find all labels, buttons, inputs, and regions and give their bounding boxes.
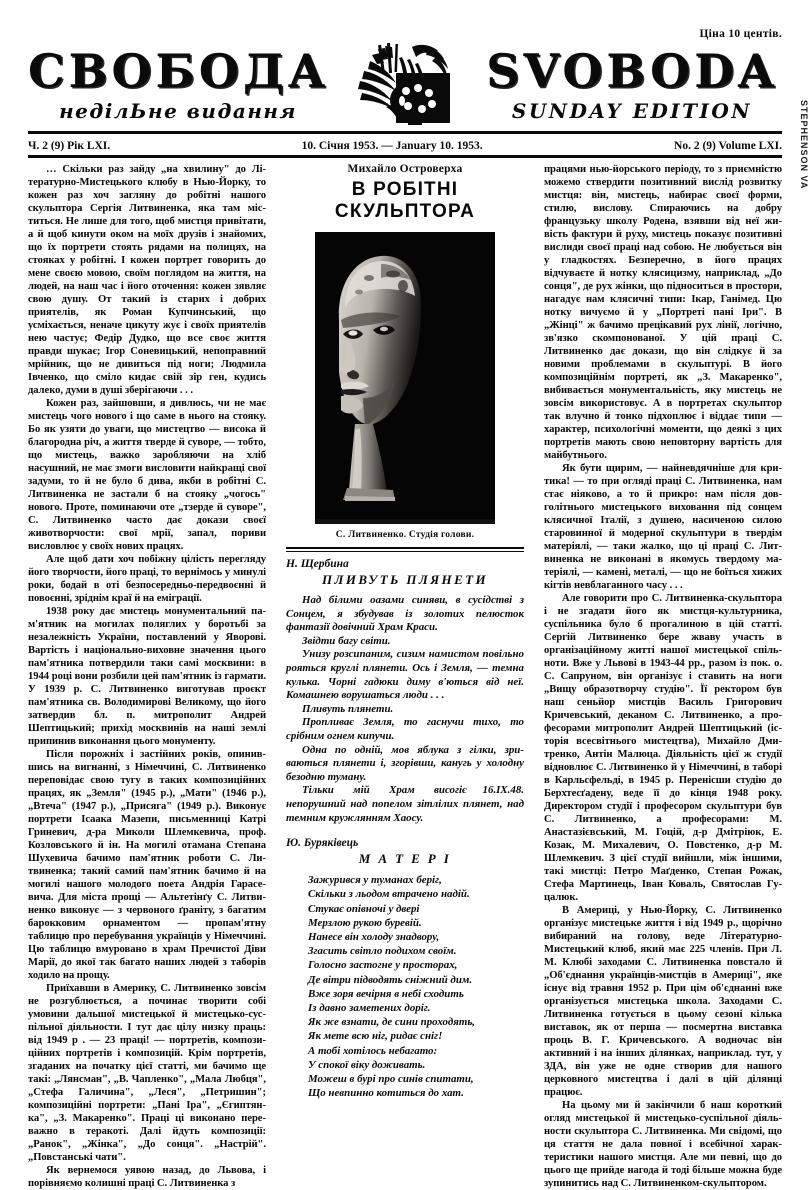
article-columns xyxy=(28,163,782,1189)
section-divider xyxy=(286,547,524,552)
paragraph: Але щоб дати хоч побіжну цілість перегляду його творчости, його праці, то вернімось у минулі роки, бодай в оті безпосередньо-передвоєнні й повоєнні, зріднім краї й на еміграції. xyxy=(28,554,266,604)
article-byline: Михайло Островерха xyxy=(347,163,463,175)
poem-line: Нанесе він холоду знадвору, xyxy=(308,930,440,943)
poem-line: Стукає опівночі у двері xyxy=(308,902,420,915)
masthead-rule-bottom xyxy=(28,155,782,158)
masthead-subtitle-cyrillic: неділЬне видання xyxy=(59,98,297,123)
poem-stanza: Звідти багу світи. xyxy=(302,634,391,647)
poem-line: Можеш в бурі про синів спитати, xyxy=(308,1072,474,1085)
photo-plinth xyxy=(315,519,495,524)
article-body-left xyxy=(28,163,266,1190)
paragraph: Кожен раз, зайшовши, я дивлюсь, чи не має мистець чого нового і що саме в нього на стояку. Бо як узяти до уваги, що мистецтво — висока й благородна річ, а життя тверде й суворе, — тобто, що мистець, важко заробляючи на хліб насушний, не має змоги висловити найкращі свої задуми, то й не було б дива, якби в робітні С. Литвиненка не застали б на стояку „чогось" нового. Проте, поминаючи оте „тзерде й суворе", С. Литвиненко часто дає докази своєї животворчости: свої мрії, запал, пориви висловлює у своїх нових працях. xyxy=(28,398,266,552)
column-gutter-right xyxy=(524,163,544,1093)
poem-stanza: Одна по одній, мов яблука з гілки, зриваються плянети і, згорівши, канугь у холодну безодню туману. xyxy=(286,743,524,783)
poem-line: Вже зоря вечірня в небі сходить xyxy=(308,987,464,1000)
poem-stanza: Унизу розсипаним, сизим намистом повільно рояться круглі плянети. Ось і Земля, — темна кулька. Чорні гадюки диму в'ються від неї. Комашнею ворушаться люди . . . xyxy=(286,648,524,702)
sculpted-head-image xyxy=(329,248,427,506)
paragraph: 1938 року дає мистець монументальний пам'ятник на могилах поляглих у боротьбі за незалежність України, поставлений у Яворові. Вартість і національно-виховне значення цього пам'ятника потвердили таки самі москвини: в 1944 році вони розбили цей пам'ятник із гармати. У 1939 р. С. Литвиненко виготував проєкт пам'ятника св. Володимирові Великому, що його затвердив бл. п. митрополит Андрей Шептицький; прихід москвинів на наші землі припинив виконання цього монументу. xyxy=(28,606,266,747)
poem-line: Зажурився у туманах беріг, xyxy=(308,874,442,887)
sculpture-photo xyxy=(315,232,495,524)
poem-stanza: Пропливає Земля, то гаснучи тихо, то срібним огнем кипучи. xyxy=(286,716,524,742)
poem-line: Мерзлою рукою буревій. xyxy=(308,916,422,929)
poem-line: Із давно заметених доріг. xyxy=(308,1001,431,1014)
poem-one-author: Н. Щербина xyxy=(286,558,349,570)
poem-stanza: Над білими оазами синяви, в сусідстві з Сонцем, я збудував із золотих пелюсток фантазії довічний Храм Краси. xyxy=(286,594,524,634)
paragraph: Після порожніх і застійних років, опинившись на вигнанні, з Німеччині, С. Литвиненко переповідає свою тугу в таких композиційних працях, як „Земля" (1945 р.), „Мати" (1946 р.), „Втеча" (1947 р.), „Присяга" (1949 р.). Виконує портрети Ісаака Мазепи, письменниці Катрі Гриневич, д-ра Миколи Шлемкевича, проф. Козловського й ін. На могилі отамана Степана Шухевича бачимо пам'ятник роботи С. Литвиненка; такий самий пам'ятник бачимо й на могилі нашого молодого поета Андрія Гарасевича. Для міста прощі — Альтетінґу С. Литвиненко виконує — з червоного ґраніту, з багатим барокковим орнаментом — пропам'ятну таблицю про перебування українців у Німеччині. Цю таблицю вмуровано в храм Пречистої Діви Марії, до якої так багато наших людей з таборів ходило на прощу. xyxy=(28,749,266,981)
dateline-issue-cyrillic: Ч. 2 (9) Рік LXI. xyxy=(28,140,111,152)
paragraph: Але говорити про С. Литвиненка-скульптора і не згадати його як мистця-культурника, суспільника було б прогалиною в цій статті. Сергій Литвиненко бере жваву участь в організаційному житті нашої мистецької спільноти. Вже у Львові в 1943-44 рр., разом із пок. о. С. Сапруном, він організує і ставить на ноги „Вищу образотворчу студію". Її ректором був наш сеньйор мистців Василь Григорович Кричевський, деканом С. Литвиненко, а професорами митрополит Андрей Шептицький (історія всесвітнього мистецтва), Михайло Дмитренко, Антін Малюца. Діяльність цієї ж студії відновлює С. Литвиненко й у Німеччині, в таборі в Карльсфельді, в 1945 р. Перенісши студію до Берхтесґадену, веде її до кінця 1948 року. Директором студії і професором скульптури був С. Литвиненко, а професорами: М. Анастазієвський, М. Гоцій, д-р Дмітріюк, Е. Козак, М. Михалевич, О. Повстенко, д-р М. Шлемкевич. З цієї студії вийшли, між іншими, такі мистці: Петро Маґденко, Степан Рожак, Стефа Мартинець, Іван Коваль, Святослав Гуцалюк. xyxy=(544,593,782,903)
poem-line: Що невпинно котиться до хат. xyxy=(308,1087,464,1100)
poem-stanza: Пливуть плянети. xyxy=(302,702,394,715)
photo-caption: С. Литвиненко. Студія голови. xyxy=(335,529,475,540)
poem-two-body xyxy=(286,873,524,1100)
page-title: В РОБІТНІ СКУЛЬПТОРА xyxy=(334,179,476,222)
paragraph: В Америці, у Нью-Йорку, С. Литвиненко організує мистецьке життя і від 1949 р., щорічно вибираний на голову, веде Літературно-Мистецький клюб, який має 225 членів. При Л. М. Клюбі заходами С. Литвиненка повстало й „Об'єднання українців-мистців в Америці", яке існує від травня 1952 р. При цім об'єднанні вже організується мистецька школа. Заходами С. Литвиненка готується в цьому сезоні кілька виставок, як от перша — посмертна виставка проць В. Г. Кричевського. А водночас він активний і на інших ділянках, наприклад. тут, у ЗДА, він уже не одне створив для нашого церковного мистецтва і далі в цій ділянці працює. xyxy=(544,905,782,1098)
poem-line: Голосно застогне у просторах, xyxy=(308,959,458,972)
poem-spacer xyxy=(286,825,524,837)
masthead-rule-top xyxy=(28,131,782,134)
poem-one-body xyxy=(286,594,524,825)
masthead-cyrillic xyxy=(28,44,330,123)
poem-stanza-last xyxy=(286,784,524,825)
paragraph: Як бути щирим, — найневдячніше для критика! — то при огляді праці С. Литвиненка, нам стає ніяково, а то й прикро: нам після довголітнього мистецького виховання під сонцем клясичної Італії, з душею, насиченою силою старовинної й модерної скульптури в твердім матеріялі, — таки жалко, що ці праці С. Литвиненка не виконані в якомусь твердому матеріялі, — камені, металі, — що не боїться хижих кігтів невблаганного часу . . . xyxy=(544,463,782,591)
masthead xyxy=(28,46,782,126)
column-center xyxy=(286,163,524,1100)
photo-figure xyxy=(315,232,495,540)
paragraph: Як вернемося уявою назад, до Львова, і порівняємо колишні праці С. Литвиненка з xyxy=(28,1165,266,1189)
column-gutter-left xyxy=(266,163,286,1093)
poem-two-author: Ю. Буряківець xyxy=(286,837,359,850)
dateline-date: 10. Січня 1953. — January 10. 1953. xyxy=(301,140,483,152)
palette-brushes-wheat-emblem xyxy=(350,43,460,129)
poem-two-title: М А Т Е Р І xyxy=(358,851,452,867)
dateline-issue-latin: No. 2 (9) Volume LXI. xyxy=(674,140,782,152)
archive-stamp: STEPHENSON VA xyxy=(799,100,809,190)
paragraph: На цьому ми й закінчили б наш короткий огляд мистецької й мистецько-суспільної діяльности скульптора С. Литвиненка. Ми свідомі, що ця стаття не дала повної і всебічної характеристики нашого мистця. Але ми певні, що до цього ще прийде нагода й тоді більше можна буде зупинитись над С. Литвиненком-скульптором. xyxy=(544,1100,782,1189)
poem-line: А тобі хотілось небагато: xyxy=(308,1044,438,1057)
poem-line: У спокої віку доживать. xyxy=(308,1058,426,1071)
poem-line: Як же взнати, де сини проходять, xyxy=(308,1016,476,1029)
masthead-latin xyxy=(482,44,782,123)
poem-line: Скільки з льодом втрачено надій. xyxy=(308,888,470,901)
poem-line: Де вітри підводять сніжний дим. xyxy=(308,973,473,986)
paragraph: працями нью-йорського періоду, то з приємністю можемо ствердити позитивний вислід розвитку мистця: він, мистець, набирає своєї форми, стилю, вислову. Спираючись на добру французьку школу Родена, взявши від неї живість фактури й руху, мистець показує позитивні вислиди своєї праці над собою. Не любується він у гладкостях. Безперечно, в його працях відчуваєте й нотку клясицизму, наприклад, „До сонця", де рух жінки, що підноситься в простори, нагадує нам клясичні типи: Ікар, Ганімед. Цю нотку вичуємо й у „Портреті пані Іри". В „Жінці" ж бачимо прецікавий рух лінії, логічно, зв'язко скомпонованої. У цій праці С. Литвиненко дає докази, що він слідкує й за новими проблемами в скульптурі. В його композиційнім портреті, як „З. Макаренко", вибивається монументальність, яку мистець не зовсім використовує. А в портретах скульптор так влучно й тонко підхоплює і віддає типи — характер, психологічні моменти, що деякі з цих портретів мають свою неповторну вартість для майбутнього. xyxy=(544,164,782,461)
poem-one-title: ПЛИВУТЬ ПЛЯНЕТИ xyxy=(321,572,488,587)
dateline xyxy=(28,138,782,154)
masthead-title-latin: SVOBODA xyxy=(486,44,778,99)
poem-stanza-text: Тільки мій Храм висогіє непорушний над попелом зітлілих плянет, над темним кружлянням Хаосу. xyxy=(286,784,524,824)
paragraph: Приїхавши в Америку, С. Литвиненко зовсім не розгублюється, а починає творити собі умовини дальшої мистецької й мистецько-суспільної діяльности. І тут дає цілу низку праць: від 1949 р . — 23 праці! — портретів, композиційних портретів і композицій. Крім портретів, згаданих на початку цієї статті, ми бачимо ще такі: „Лянсман", „В. Чапленко", „Мала Любця", „Стефа Галичина", „Леся", „Петришин"; композиційні портрети: „Пані Іра", „Єгиптянка", „З. Макаренко". Праці ці виконано переважно в теракоті. Далі йдуть композиції: „Ранок", „Жінка", „До сонця". „Настрій". „Повстанські чати". xyxy=(28,983,266,1163)
poem-line: Згасить світло подихом своїм. xyxy=(308,945,457,958)
column-right xyxy=(544,163,782,1189)
masthead-subtitle-latin: SUNDAY EDITION xyxy=(511,98,753,123)
article-body-right xyxy=(544,163,782,1190)
poem-line: Як мете всю ніг, ридає сніг! xyxy=(308,1030,443,1043)
column-left xyxy=(28,163,266,1189)
paragraph: … Скільки раз зайду „на хвилину" до Літературно-Мистецького клюбу в Нью-Йорку, то кожен раз хоч загляну до робітні нашого скульптора Сергія Литвиненка, яка там міститься. Не лише для того, щоб мистця привітати, а й щоб кинути оком на моїх друзів і знайомих, що їх портрети стоять рядами на полицях, на стояках у робітні. І кожен портрет говорить до мене своєю мовою, своїм поглядом на життя, на людей, на наш час і його оточення: кожен зявляє свою душу. От такий із старих і добрих приятелів, як Роман Купчинський, що усміхається, неначе цикуту жує і своїх приятелів нею частує; Федір Дудко, що все своє життя правди шукає; Ігор Соневицький, непоправний мрійник, що не дивиться під ноги; Людмила Івченко, що сміло кидає свій зір ген, кудись далеко, думи в душі зберігаючи . . . xyxy=(28,164,266,396)
price-label: Ціна 10 центів. xyxy=(699,28,782,40)
masthead-title-cyrillic: СВОБОДА xyxy=(28,44,330,99)
poem-one-date: 16.IX.48. xyxy=(482,784,524,797)
